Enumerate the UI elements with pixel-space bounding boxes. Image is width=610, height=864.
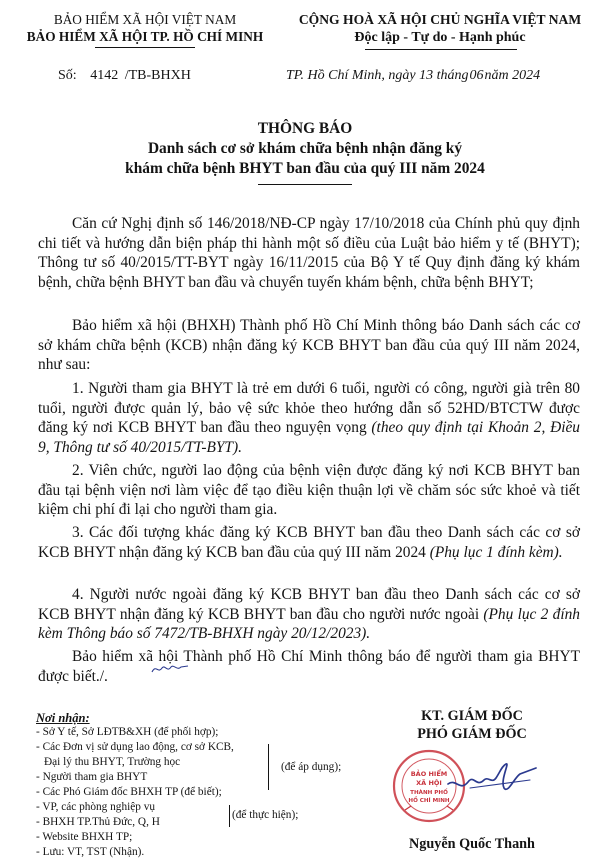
doc-number-suffix: /TB-BHXH	[124, 68, 191, 83]
seal-text-4: HỒ CHÍ MINH	[408, 798, 450, 804]
paragraph-item-2	[38, 461, 580, 520]
recipients-label: Nơi nhận:	[36, 711, 90, 725]
recipient-item: - Sở Y tế, Sở LĐTB&XH (để phối hợp);	[36, 726, 219, 738]
item-1-text: 1. Người tham gia BHYT là trẻ em dưới 6 tuổi, người có công, người già trên 80 tuổi, người được quản lý, bảo vệ sức khỏe theo hướng dẫn số 52HD/BTCTW được đăng ký nơi KCB BHYT ban đầu theo nguyện vọng	[38, 380, 580, 437]
signature-title-1: KT. GIÁM ĐỐC	[421, 708, 523, 724]
paragraph-item-4	[38, 585, 580, 644]
signer-name: Nguyễn Quốc Thanh	[409, 836, 535, 852]
paragraph-announcement	[38, 316, 580, 375]
doc-number	[58, 68, 191, 84]
seal-text-3: THÀNH PHỐ	[410, 790, 448, 796]
recipient-item: - VP, các phòng nghiệp vụ	[36, 801, 156, 813]
apply-note: (để áp dụng);	[281, 761, 342, 773]
paragraph-item-1	[38, 379, 580, 457]
paragraph-item-3	[38, 523, 580, 562]
item-1-reference: (theo quy định tại Khoản 2, Điều 9, Thông tư số 40/2015/TT-BYT).	[38, 419, 581, 456]
nation-heading: CỘNG HOÀ XÃ HỘI CHỦ NGHĨA VIỆT NAM	[298, 12, 582, 27]
place-date-year: năm 2024	[484, 68, 541, 83]
motto-underline	[365, 49, 517, 50]
agency-name: BẢO HIỂM XÃ HỘI TP. HỒ CHÍ MINH	[26, 29, 264, 44]
recipient-item: - Lưu: VT, TST (Nhận).	[36, 846, 145, 858]
item-3-text: 3. Các đối tượng khác đăng ký KCB BHYT ban đầu theo Danh sách các cơ sở KCB BHYT nhận đăng ký KCB ban đầu của quý III năm 2024	[38, 524, 580, 561]
handwritten-signature	[440, 758, 550, 798]
execute-note: (để thực hiện);	[232, 809, 299, 821]
item-2-text: 2. Viên chức, người lao động của bệnh viện được đăng ký nơi KCB BHYT ban đầu tại bệnh viện nơi làm việc để tạo điều kiện thuận lợi về chăm sóc sức khoẻ và tiết kiệm chi phí đi lại cho người tham gia.	[38, 462, 580, 519]
seal-text-2: XÃ HỘI	[416, 779, 442, 787]
recipient-item: - Các Phó Giám đốc BHXH TP (để biết);	[36, 786, 222, 798]
motto: Độc lập - Tự do - Hạnh phúc	[354, 30, 526, 45]
agency-underline	[95, 47, 195, 48]
initial-scribble	[150, 662, 190, 676]
recipient-item: - Website BHXH TP;	[36, 831, 133, 843]
notice-title-line1: Danh sách cơ sở khám chữa bệnh nhận đăng ký	[147, 140, 463, 157]
place-date-prefix: TP. Hồ Chí Minh, ngày 13 tháng	[286, 68, 469, 83]
notice-heading: THÔNG BÁO	[257, 120, 353, 137]
item-4-reference: (Phụ lục 2 đính kèm Thông báo số 7472/TB-BHXH ngày 20/12/2023).	[38, 605, 580, 643]
paragraph-1: Căn cứ Nghị định số 146/2018/NĐ-CP ngày 17/10/2018 của Chính phủ quy định chi tiết và hướng dẫn biện pháp thi hành một số điều của Luật bảo hiểm y tế (BHYT); Thông tư số 40/2015/TT-BYT ngày 16/11/2015 của Bộ Y tế Quy định đăng ký khám bệnh, chữa bệnh BHYT ban đầu và chuyển tuyến khám bệnh, chữa bệnh BHYT;	[38, 215, 580, 291]
place-date	[286, 68, 540, 84]
closing-text: Bảo hiểm xã hội Thành phố Hồ Chí Minh thông báo để người tham gia BHYT được biết./.	[38, 648, 580, 685]
recipient-item: Đại lý thu BHYT, Trường học	[44, 756, 181, 768]
signature-title-2: PHÓ GIÁM ĐỐC	[417, 726, 527, 742]
recipient-item: - Người tham gia BHYT	[36, 771, 148, 783]
item-4-text: 4. Người nước ngoài đăng ký KCB BHYT ban đầu theo Danh sách các cơ sở KCB BHYT nhận đăng ký KCB BHYT ban đầu cho người nước ngoài	[38, 586, 580, 623]
title-underline	[258, 184, 352, 185]
item-3-reference: (Phụ lục 1 đính kèm).	[429, 543, 563, 561]
paragraph-closing	[38, 647, 580, 686]
paragraph-legal-basis	[38, 214, 580, 292]
apply-brace	[265, 744, 269, 790]
seal-text-1: BẢO HIỂM	[410, 770, 448, 778]
notice-title-line2: khám chữa bệnh BHYT ban đầu của quý III năm 2024	[125, 160, 485, 177]
doc-number-value: 4142	[90, 68, 119, 83]
doc-number-label: Số:	[58, 68, 77, 83]
recipient-item: - BHXH TP.Thủ Đức, Q, H	[36, 816, 160, 828]
execute-brace	[226, 805, 230, 827]
agency-parent: BẢO HIỂM XÃ HỘI VIỆT NAM	[53, 12, 237, 27]
place-date-month: 06	[469, 68, 484, 83]
paragraph-2: Bảo hiểm xã hội (BHXH) Thành phố Hồ Chí Minh thông báo Danh sách các cơ sở khám chữa bệnh (KCB) nhận đăng ký KCB BHYT ban đầu của quý III năm 2024, như sau:	[38, 317, 580, 374]
recipient-item: - Các Đơn vị sử dụng lao động, cơ sở KCB,	[36, 741, 234, 753]
